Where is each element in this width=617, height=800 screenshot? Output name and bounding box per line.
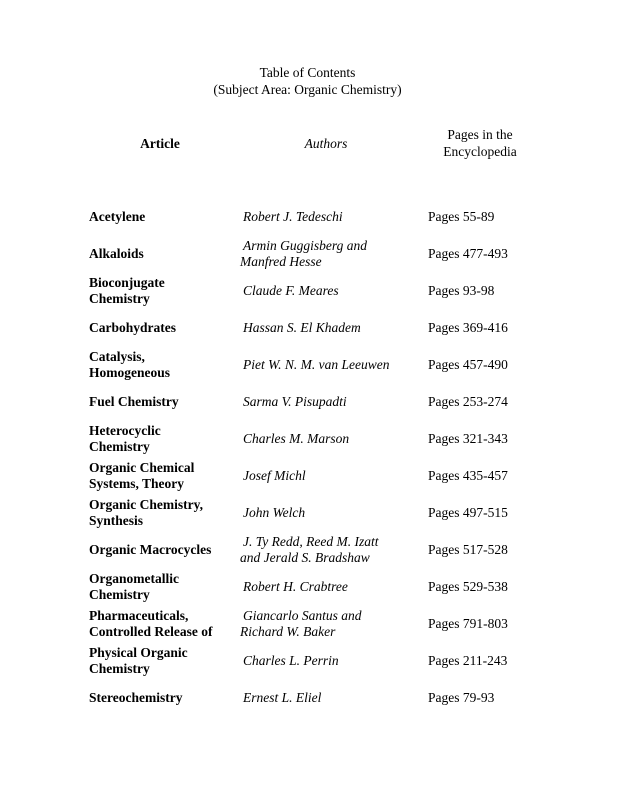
article-authors — [240, 569, 420, 605]
author-line: Manfred Hesse — [240, 254, 322, 269]
author-line: Josef Michl — [243, 467, 306, 483]
article-title-line: Stereochemistry — [89, 689, 183, 705]
author-line: Hassan S. El Khadem — [243, 319, 361, 335]
article-pages: Pages 517-528 — [428, 541, 508, 557]
author-line: J. Ty Redd, Reed M. Izatt — [243, 533, 379, 549]
article-title — [89, 569, 239, 605]
page-title: Table of Contents — [259, 65, 356, 80]
article-authors — [240, 606, 420, 642]
article-authors — [240, 199, 420, 235]
table-row — [0, 421, 617, 457]
article-title — [89, 236, 239, 272]
column-header-article: Article — [140, 136, 180, 151]
author-line: Ernest L. Eliel — [243, 689, 322, 705]
author-line: Charles M. Marson — [243, 430, 350, 446]
table-row — [0, 532, 617, 568]
article-title — [89, 384, 239, 420]
table-row — [0, 384, 617, 420]
article-authors — [240, 458, 420, 494]
article-title-line: Homogeneous — [89, 365, 170, 380]
page-subtitle: (Subject Area: Organic Chemistry) — [213, 82, 402, 97]
article-title-line: Pharmaceuticals, — [89, 607, 189, 623]
article-pages: Pages 321-343 — [428, 430, 508, 446]
article-authors — [240, 310, 420, 346]
article-authors — [240, 384, 420, 420]
article-title — [89, 347, 239, 383]
article-pages: Pages 457-490 — [428, 356, 508, 372]
article-title-line: Chemistry — [89, 587, 150, 602]
article-pages: Pages 435-457 — [428, 467, 508, 483]
article-pages: Pages 79-93 — [428, 689, 495, 705]
article-title-line: Catalysis, — [89, 348, 145, 364]
table-row — [0, 569, 617, 605]
article-pages: Pages 477-493 — [428, 245, 508, 261]
article-title-line: Systems, Theory — [89, 476, 185, 491]
table-row — [0, 680, 617, 716]
article-authors — [240, 680, 420, 716]
column-header-pages-line2: Encyclopedia — [443, 144, 517, 159]
article-title — [89, 310, 239, 346]
article-authors — [240, 347, 420, 383]
author-line: Giancarlo Santus and — [243, 607, 362, 623]
article-title-line: Acetylene — [89, 208, 146, 224]
article-title-line: Heterocyclic — [89, 422, 161, 438]
article-title-line: Controlled Release of — [89, 624, 213, 639]
table-row — [0, 458, 617, 494]
table-row — [0, 347, 617, 383]
article-authors — [240, 273, 420, 309]
article-title — [89, 532, 239, 568]
article-pages: Pages 55-89 — [428, 208, 495, 224]
author-line: Piet W. N. M. van Leeuwen — [243, 356, 390, 372]
author-line: Richard W. Baker — [240, 624, 336, 639]
title-block — [0, 64, 617, 98]
article-title-line: Organic Chemistry, — [89, 496, 203, 512]
article-title-line: Synthesis — [89, 513, 144, 528]
article-title-line: Chemistry — [89, 661, 150, 676]
author-line: Robert H. Crabtree — [243, 578, 348, 594]
article-title — [89, 199, 239, 235]
author-line: Claude F. Meares — [243, 282, 339, 298]
author-line: and Jerald S. Bradshaw — [240, 550, 370, 565]
table-row — [0, 606, 617, 642]
table-row — [0, 236, 617, 272]
article-pages: Pages 791-803 — [428, 615, 508, 631]
article-title — [89, 680, 239, 716]
article-pages: Pages 93-98 — [428, 282, 495, 298]
author-line: Robert J. Tedeschi — [243, 208, 343, 224]
article-pages: Pages 529-538 — [428, 578, 508, 594]
column-header-authors: Authors — [304, 136, 348, 151]
article-title-line: Bioconjugate — [89, 274, 165, 290]
article-authors — [240, 643, 420, 679]
article-authors — [240, 532, 420, 568]
article-title-line: Physical Organic — [89, 644, 188, 660]
article-title-line: Organometallic — [89, 570, 179, 586]
article-title-line: Organic Chemical — [89, 459, 195, 475]
article-title — [89, 495, 239, 531]
article-authors — [240, 495, 420, 531]
article-title — [89, 606, 239, 642]
author-line: Sarma V. Pisupadti — [243, 393, 347, 409]
article-title-line: Chemistry — [89, 439, 150, 454]
article-pages: Pages 497-515 — [428, 504, 508, 520]
article-title-line: Alkaloids — [89, 245, 144, 261]
table-row — [0, 495, 617, 531]
table-row — [0, 273, 617, 309]
table-row — [0, 643, 617, 679]
author-line: John Welch — [243, 504, 306, 520]
author-line: Armin Guggisberg and — [243, 237, 367, 253]
article-title-line: Chemistry — [89, 291, 150, 306]
article-title — [89, 421, 239, 457]
article-pages: Pages 211-243 — [428, 652, 508, 668]
article-title — [89, 273, 239, 309]
article-authors — [240, 421, 420, 457]
column-header-pages — [420, 126, 540, 160]
author-line: Charles L. Perrin — [243, 652, 339, 668]
article-title-line: Carbohydrates — [89, 319, 176, 335]
article-pages: Pages 369-416 — [428, 319, 508, 335]
article-title-line: Organic Macrocycles — [89, 541, 212, 557]
column-header-pages-line1: Pages in the — [447, 127, 513, 142]
article-title — [89, 643, 239, 679]
article-authors — [240, 236, 420, 272]
article-title — [89, 458, 239, 494]
table-row — [0, 310, 617, 346]
table-row — [0, 199, 617, 235]
article-title-line: Fuel Chemistry — [89, 393, 179, 409]
article-pages: Pages 253-274 — [428, 393, 508, 409]
